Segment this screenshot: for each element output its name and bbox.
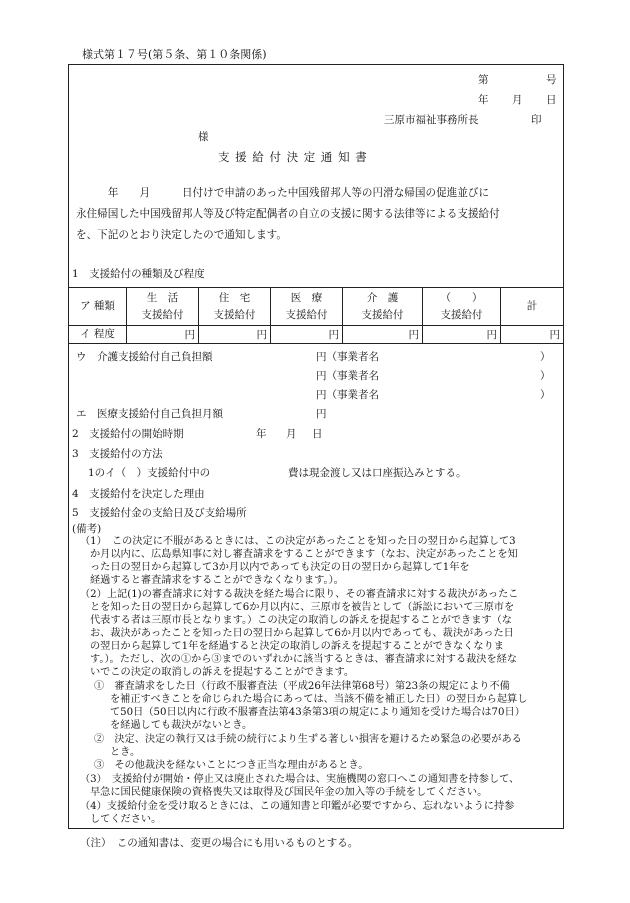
body-line-1: 年 月 日付けで申請のあった中国残留邦人等の円滑な帰国の促進並びに [76, 187, 490, 199]
degree-row-label: イ 程度 [69, 326, 127, 344]
yen-care: 円 [343, 326, 423, 344]
body-line-2: 永住帰国した中国残留邦人等及び特定配偶者の自立の支援に関する法律等による支援給付 [76, 208, 500, 220]
col-total: 計 [501, 288, 564, 326]
seal-mark: 印 [531, 114, 542, 126]
method-label: 3 支援給付の方法 [72, 448, 163, 460]
care-copay-close-2: ） [540, 370, 551, 382]
type-row-label: ア 種類 [69, 288, 127, 326]
remark-line: ② 決定、決定の執行又は手続の続行により生ずる著しい損害を避けるため緊急の必要がある [94, 734, 522, 745]
remark-line: す。）。ただし、次の①から③までのいずれかに該当するときは、審査請求に対する裁決を経な [90, 654, 518, 665]
care-copay-provider-3: 円（事業者名 [316, 389, 379, 401]
start-day: 日 [312, 428, 323, 440]
remark-line: 代表する者は三原市長となります。）この決定の取消しの訴えを提起することができます（な [90, 615, 512, 626]
care-copay-label: ウ 介護支援給付自己負担額 [76, 351, 213, 363]
col-care: 介 護 支援給付 [343, 288, 423, 326]
remark-line: った日の翌日から起算して3か月以内であっても決定の日の翌日から起算して1年を [90, 562, 470, 573]
remark-line: してください。 [90, 814, 162, 825]
body-line-3: を、下記のとおり決定したので通知します。 [76, 229, 288, 241]
number-label: 第 [478, 74, 489, 86]
remark-line: （4）支援給付金を受け取るときには、この通知書と印鑑が必要ですから、忘れないように持参 [80, 801, 515, 812]
remark-line: か月以内に、広島県知事に対し審査請求をすることができます（なお、決定があったことを知 [90, 549, 518, 560]
start-month: 月 [286, 428, 297, 440]
yen-other: 円 [423, 326, 501, 344]
date-day: 日 [546, 94, 557, 106]
number-suffix: 号 [546, 74, 557, 86]
footer-note: （注） この通知書は、変更の場合にも用いるものとする。 [80, 837, 359, 849]
remark-line: とを知った日の翌日から起算して6か月以内に、三原市を被告として（訴訟において三原市を [90, 602, 515, 613]
remark-line: ① 審査請求をした日（行政不服審査法（平成26年法律第68号）第23条の規定により不備 [94, 681, 510, 692]
care-copay-provider-2: 円（事業者名 [316, 370, 379, 382]
remark-line: とき。 [110, 747, 141, 758]
remark-line: （3） 支援給付が開始・停止又は廃止された場合は、実施機関の窓口へこの通知書を持参して、 [80, 774, 520, 785]
date-month: 月 [512, 94, 523, 106]
start-year: 年 [256, 428, 267, 440]
remark-line: 経過すると審査請求をすることができなくなります。）。 [90, 575, 344, 586]
form-number: 様式第１７号(第５条、第１０条関係) [82, 48, 267, 61]
care-copay-provider-1: 円（事業者名 [316, 351, 379, 363]
medical-copay-yen: 円 [316, 408, 327, 420]
remark-line: て50日（50日以内に行政不服審査法第43条第3項の規定により通知を受けた場合は70日） [110, 707, 525, 718]
col-housing: 住 宅 支援給付 [199, 288, 271, 326]
method-detail-b: 費は現金渡し又は口座振込みとする。 [288, 467, 467, 479]
medical-copay-label: エ 医療支援給付自己負担月額 [76, 408, 223, 420]
remark-line: ③ その他裁決を経ないことにつき正当な理由があるとき。 [94, 760, 369, 771]
remark-line: の翌日から起算して1年を経過すると決定の取消しの訴えを提起することができなくなりま [90, 641, 504, 652]
issuer-name: 三原市福祉事務所長 [384, 114, 479, 126]
document-title: 支 援 給 付 決 定 通 知 書 [218, 150, 368, 164]
remark-line: （1） この決定に不服があるときには、この決定があったことを知った日の翌日から起算して3 [80, 536, 516, 547]
remarks-heading: (備考) [72, 523, 102, 535]
yen-housing: 円 [199, 326, 271, 344]
remark-line: お、裁決があったことを知った日の翌日から起算して6か月以内であっても、裁決があった日 [90, 628, 514, 639]
date-year: 年 [478, 94, 489, 106]
addressee-suffix: 様 [198, 131, 209, 143]
section1-heading: 1 支援給付の種類及び程度 [72, 268, 205, 280]
remark-line: を経過しても裁決がないとき。 [110, 720, 253, 731]
col-medical: 医 療 支援給付 [271, 288, 343, 326]
remark-line: を補正すべきことを命じられた場合にあっては、当該不備を補正した日）の翌日から起算し [110, 694, 528, 705]
yen-total: 円 [501, 326, 564, 344]
remark-line: 早急に国民健康保険の資格喪失又は取得及び国民年金の加入等の手続をしてください。 [90, 787, 488, 798]
remark-line: いでこの決定の取消しの訴えを提起することができます。 [90, 667, 355, 678]
yen-living: 円 [127, 326, 199, 344]
benefit-table [68, 287, 564, 344]
col-living: 生 活 支援給付 [127, 288, 199, 326]
start-date-label: 2 支援給付の開始時期 [72, 428, 184, 440]
care-copay-close-3: ） [540, 389, 551, 401]
care-copay-close-1: ） [540, 351, 551, 363]
reason-label: 4 支援給付を決定した理由 [72, 488, 205, 500]
payment-place-label: 5 支援給付金の支給日及び支給場所 [72, 507, 247, 519]
remark-line: （2）上記(1)の審査請求に対する裁決を経た場合に限り、その審査請求に対する裁決があったこ [80, 589, 519, 600]
yen-medical: 円 [271, 326, 343, 344]
col-other: （ ） 支援給付 [423, 288, 501, 326]
method-detail-a: 1のイ（ ）支援給付中の [88, 467, 211, 479]
